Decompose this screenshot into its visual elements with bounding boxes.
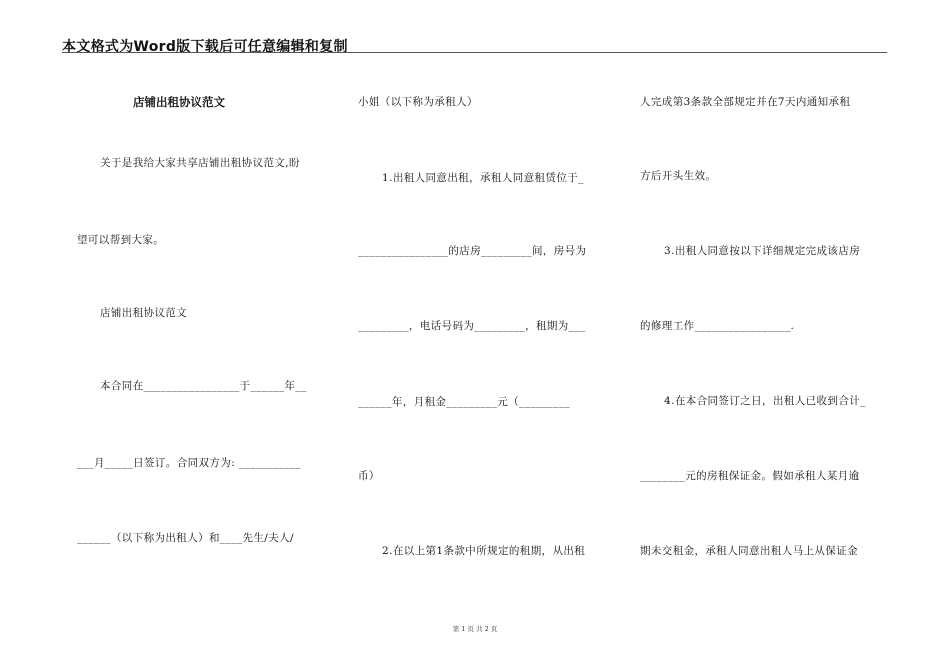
col3-line-4: 的修理工作_________________. <box>640 320 795 332</box>
col3-line-2: 方后开头生效。 <box>640 170 717 182</box>
col3-line-5: 4.在本合同签订之日，出租人已收到合计_ <box>664 395 866 407</box>
col1-line-5: ___月_____日签订。合同双方为: ___________ <box>77 457 302 469</box>
col1-line-3: 店铺出租协议范文 <box>100 307 188 319</box>
col1-line-1: 关于是我给大家共享店铺出租协议范文,盼 <box>100 157 300 169</box>
col1-line-4: 本合同在_________________于______年__ <box>100 380 307 392</box>
header-divider <box>62 52 887 53</box>
col3-line-1: 人完成第3条款全部规定并在7天内通知承租 <box>640 96 851 108</box>
col3-line-7: 期未交租金，承租人同意出租人马上从保证金 <box>640 545 858 557</box>
col2-line-1: 小姐（以下称为承租人） <box>358 96 478 108</box>
col2-line-5: ______年，月租金_________元（_________ <box>358 396 570 408</box>
col2-line-7: 2.在以上第1条款中所规定的租期，从出租 <box>382 545 586 557</box>
col2-line-6: 币） <box>358 470 380 482</box>
document-title: 店铺出租协议范文 <box>133 95 225 109</box>
col3-line-3: 3.出租人同意按以下详细规定完成该店房 <box>664 245 861 257</box>
header-title: 本文格式为Word版下载后可任意编辑和复制 <box>62 39 348 55</box>
col1-line-2: 望可以帮到大家。 <box>77 234 165 246</box>
col2-line-2: 1.出租人同意出租，承租人同意租赁位于_ <box>382 172 584 184</box>
col3-line-6: ________元的房租保证金。假如承租人某月逾 <box>640 470 860 482</box>
col2-line-4: _________，电话号码为_________，租期为___ <box>358 320 586 332</box>
col1-line-6: ______（以下称为出租人）和____先生/夫人/ <box>77 532 294 544</box>
col2-line-3: ________________的店房_________间，房号为 <box>358 245 587 257</box>
page-number: 第 1 页 共 2 页 <box>452 625 498 633</box>
